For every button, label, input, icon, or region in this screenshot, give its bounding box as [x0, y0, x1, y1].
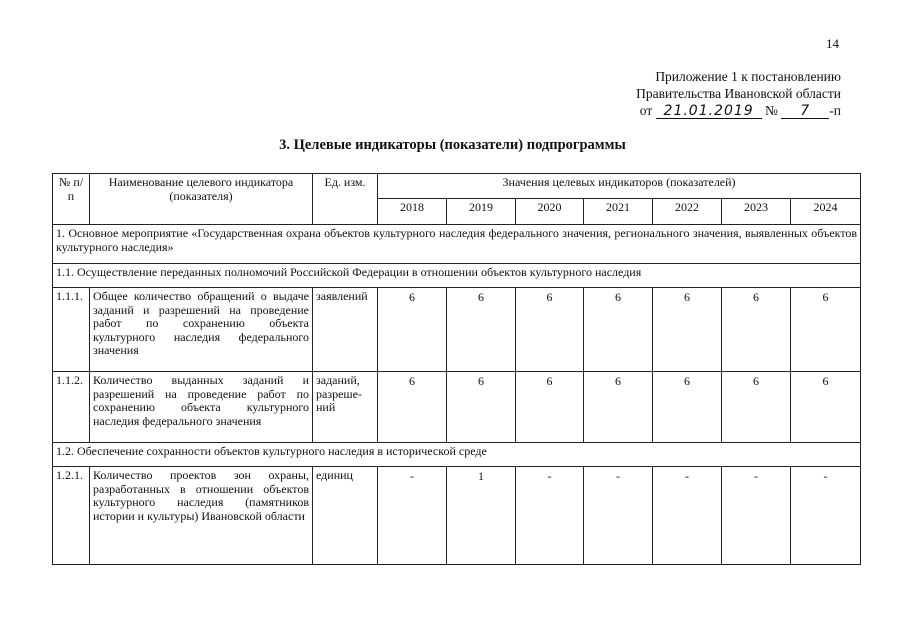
row-value: 6	[791, 372, 861, 443]
row-unit: заявлений	[313, 288, 378, 372]
row-value: 6	[516, 372, 584, 443]
row-unit: заданий, разреше-ний	[313, 372, 378, 443]
row-value: -	[791, 467, 861, 565]
table-row	[53, 288, 861, 372]
row-name: Количество выданных заданий и разрешений на проведение работ по сохранению объекта культурного наследия федерального значения	[90, 372, 313, 443]
row-value: 6	[378, 288, 447, 372]
appendix-line-3	[636, 102, 841, 119]
row-value: 6	[722, 288, 791, 372]
number-suffix: -п	[829, 103, 841, 118]
appendix-block	[636, 68, 841, 119]
row-value: 6	[378, 372, 447, 443]
table-row	[53, 467, 861, 565]
header-row	[53, 174, 861, 199]
year-cell: 2021	[584, 199, 653, 225]
section-heading: 3. Целевые индикаторы (показатели) подпрограммы	[279, 137, 626, 153]
row-num: 1.1.2.	[53, 372, 90, 443]
indicators-table	[52, 173, 861, 565]
date-prefix: от	[639, 103, 653, 118]
row-name: Общее количество обращений о выдаче заданий и разрешений на проведение работ по сохранению объекта культурного наследия федерального значения	[90, 288, 313, 372]
row-value: 6	[791, 288, 861, 372]
header-name: Наименование целевого индикатора (показателя)	[90, 174, 313, 225]
year-cell: 2023	[722, 199, 791, 225]
year-cell: 2019	[447, 199, 516, 225]
row-value: 6	[447, 288, 516, 372]
row-value: 6	[722, 372, 791, 443]
header-values: Значения целевых индикаторов (показателей)	[378, 174, 861, 199]
number-label: №	[765, 103, 778, 118]
row-value: 6	[653, 288, 722, 372]
row-value: 6	[653, 372, 722, 443]
year-cell: 2024	[791, 199, 861, 225]
row-value: -	[722, 467, 791, 565]
handwritten-date: 21.01.2019	[656, 104, 762, 119]
year-cell: 2022	[653, 199, 722, 225]
row-value: 6	[584, 288, 653, 372]
header-num: № п/п	[53, 174, 90, 225]
table-row	[53, 372, 861, 443]
appendix-line-2: Правительства Ивановской области	[636, 86, 841, 101]
row-value: -	[378, 467, 447, 565]
row-value: -	[584, 467, 653, 565]
row-num: 1.1.1.	[53, 288, 90, 372]
appendix-line-1: Приложение 1 к постановлению	[655, 69, 841, 84]
year-cell: 2018	[378, 199, 447, 225]
row-value: 6	[447, 372, 516, 443]
section-row	[53, 443, 861, 467]
row-value: 1	[447, 467, 516, 565]
row-unit: единиц	[313, 467, 378, 565]
section-1-2: 1.2. Обеспечение сохранности объектов культурного наследия в исторической среде	[53, 443, 861, 467]
section-1-1: 1.1. Осуществление переданных полномочий Российской Федерации в отношении объектов культурного наследия	[53, 264, 861, 288]
page-number: 14	[826, 36, 839, 51]
header-unit: Ед. изм.	[313, 174, 378, 225]
section-row	[53, 225, 861, 264]
row-value: 6	[516, 288, 584, 372]
section-row	[53, 264, 861, 288]
row-value: 6	[584, 372, 653, 443]
year-cell: 2020	[516, 199, 584, 225]
row-value: -	[653, 467, 722, 565]
row-name: Количество проектов зон охраны, разработанных в отношении объектов культурного наследия (памятников истории и культуры) Ивановской области	[90, 467, 313, 565]
section-1: 1. Основное мероприятие «Государственная охрана объектов культурного наследия федерального значения, регионального значения, выявленных объектов культурного наследия»	[53, 225, 861, 264]
row-num: 1.2.1.	[53, 467, 90, 565]
row-value: -	[516, 467, 584, 565]
handwritten-number: 7	[781, 104, 829, 119]
